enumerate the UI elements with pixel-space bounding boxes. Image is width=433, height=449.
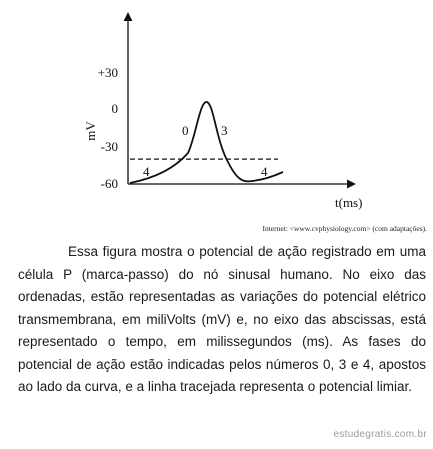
phase-label-4-right: 4 (261, 164, 268, 179)
phase-label-4-left: 4 (143, 164, 150, 179)
description-paragraph: Essa figura mostra o potencial de ação registrado em uma célula P (marca-passo) do nó sinusal humano. No eixo das ordenadas, estão representadas as variações do potencial elétrico transmembrana, em miliVolts (mV) e, no eixo das abscissas, está representado o tempo, em milissegundos (ms). As fases do potencial de ação estão indicadas pelos números 0, 3 e 4, apostos ao lado da curva, e a linha tracejada representa o potencial limiar. (18, 244, 426, 394)
site-watermark: estudegratis.com.br (333, 429, 427, 440)
y-tick-label: -60 (100, 176, 118, 191)
phase-label-3: 3 (221, 123, 228, 138)
y-axis-label: mV (83, 121, 98, 141)
figure-source-credit: Internet: <www.cvphysiology.com> (com adaptações). (262, 224, 427, 233)
x-axis-label: t(ms) (335, 195, 363, 210)
y-tick-label: +30 (97, 65, 118, 80)
y-tick-label: -30 (100, 139, 118, 154)
phase-label-0: 0 (182, 123, 189, 138)
y-tick-label: 0 (111, 101, 118, 116)
